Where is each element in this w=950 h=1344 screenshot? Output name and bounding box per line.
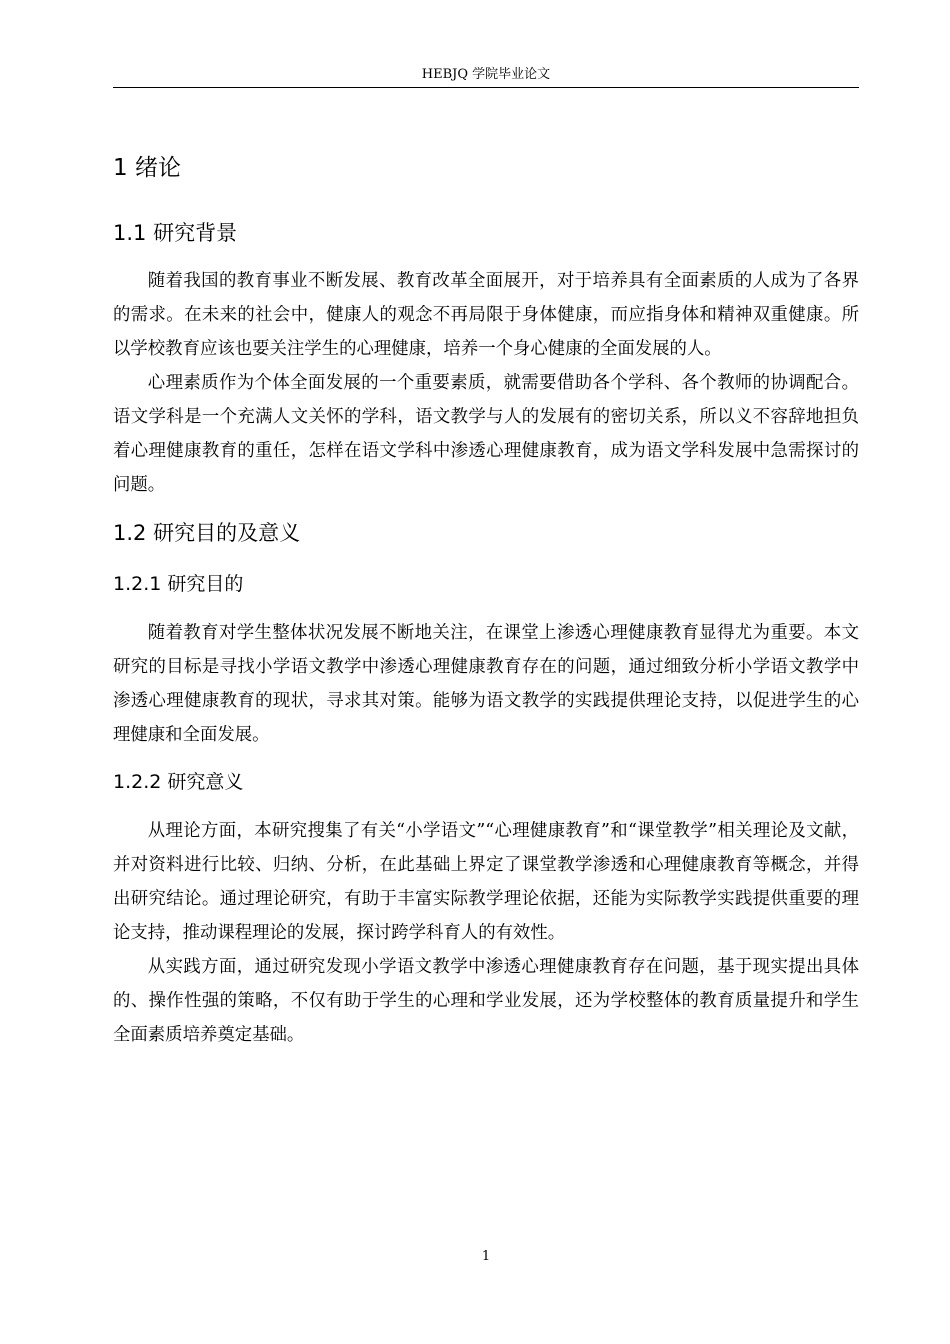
- running-header: HEBJQ 学院毕业论文: [421, 67, 551, 82]
- paragraph-purpose-1: 随着教育对学生整体状况发展不断地关注，在课堂上渗透心理健康教育显得尤为重要。本文研究的目标是寻找小学语文教学中渗透心理健康教育存在的问题，通过细致分析小学语文教学中渗透心理健康教育的现状，寻求其对策。能够为语文教学的实践提供理论支持，以促进学生的心理健康和全面发展。: [113, 623, 859, 745]
- header-rule: [113, 87, 859, 88]
- page-body: [113, 150, 859, 1052]
- page-number: 1: [481, 1249, 491, 1264]
- paragraph-background-2: 心理素质作为个体全面发展的一个重要素质，就需要借助各个学科、各个教师的协调配合。语文学科是一个充满人文关怀的学科，语文教学与人的发展有的密切关系，所以义不容辞地担负着心理健康教育的重任，怎样在语文学科中渗透心理健康教育，成为语文学科发展中急需探讨的问题。: [113, 373, 859, 495]
- chapter-title: 1 绪论: [113, 155, 181, 181]
- paragraph-significance-1: 从理论方面，本研究搜集了有关“小学语文”“心理健康教育”和“课堂教学”相关理论及文献，并对资料进行比较、归纳、分析，在此基础上界定了课堂教学渗透和心理健康教育等概念，并得出研究结论。通过理论研究，有助于丰富实际教学理论依据，还能为实际教学实践提供重要的理论支持，推动课程理论的发展，探讨跨学科育人的有效性。: [113, 821, 859, 943]
- paragraph-background-1: 随着我国的教育事业不断发展、教育改革全面展开，对于培养具有全面素质的人成为了各界的需求。在未来的社会中，健康人的观念不再局限于身体健康，而应指身体和精神双重健康。所以学校教育应该也要关注学生的心理健康，培养一个身心健康的全面发展的人。: [113, 271, 859, 359]
- section-title-purpose-significance: 1.2 研究目的及意义: [113, 521, 301, 545]
- subsection-title-research-purpose: 1.2.1 研究目的: [113, 573, 244, 595]
- subsection-title-research-significance: 1.2.2 研究意义: [113, 771, 244, 793]
- paragraph-significance-2: 从实践方面，通过研究发现小学语文教学中渗透心理健康教育存在问题，基于现实提出具体的、操作性强的策略，不仅有助于学生的心理和学业发展，还为学校整体的教育质量提升和学生全面素质培养奠定基础。: [113, 957, 859, 1045]
- section-title-research-background: 1.1 研究背景: [113, 221, 238, 245]
